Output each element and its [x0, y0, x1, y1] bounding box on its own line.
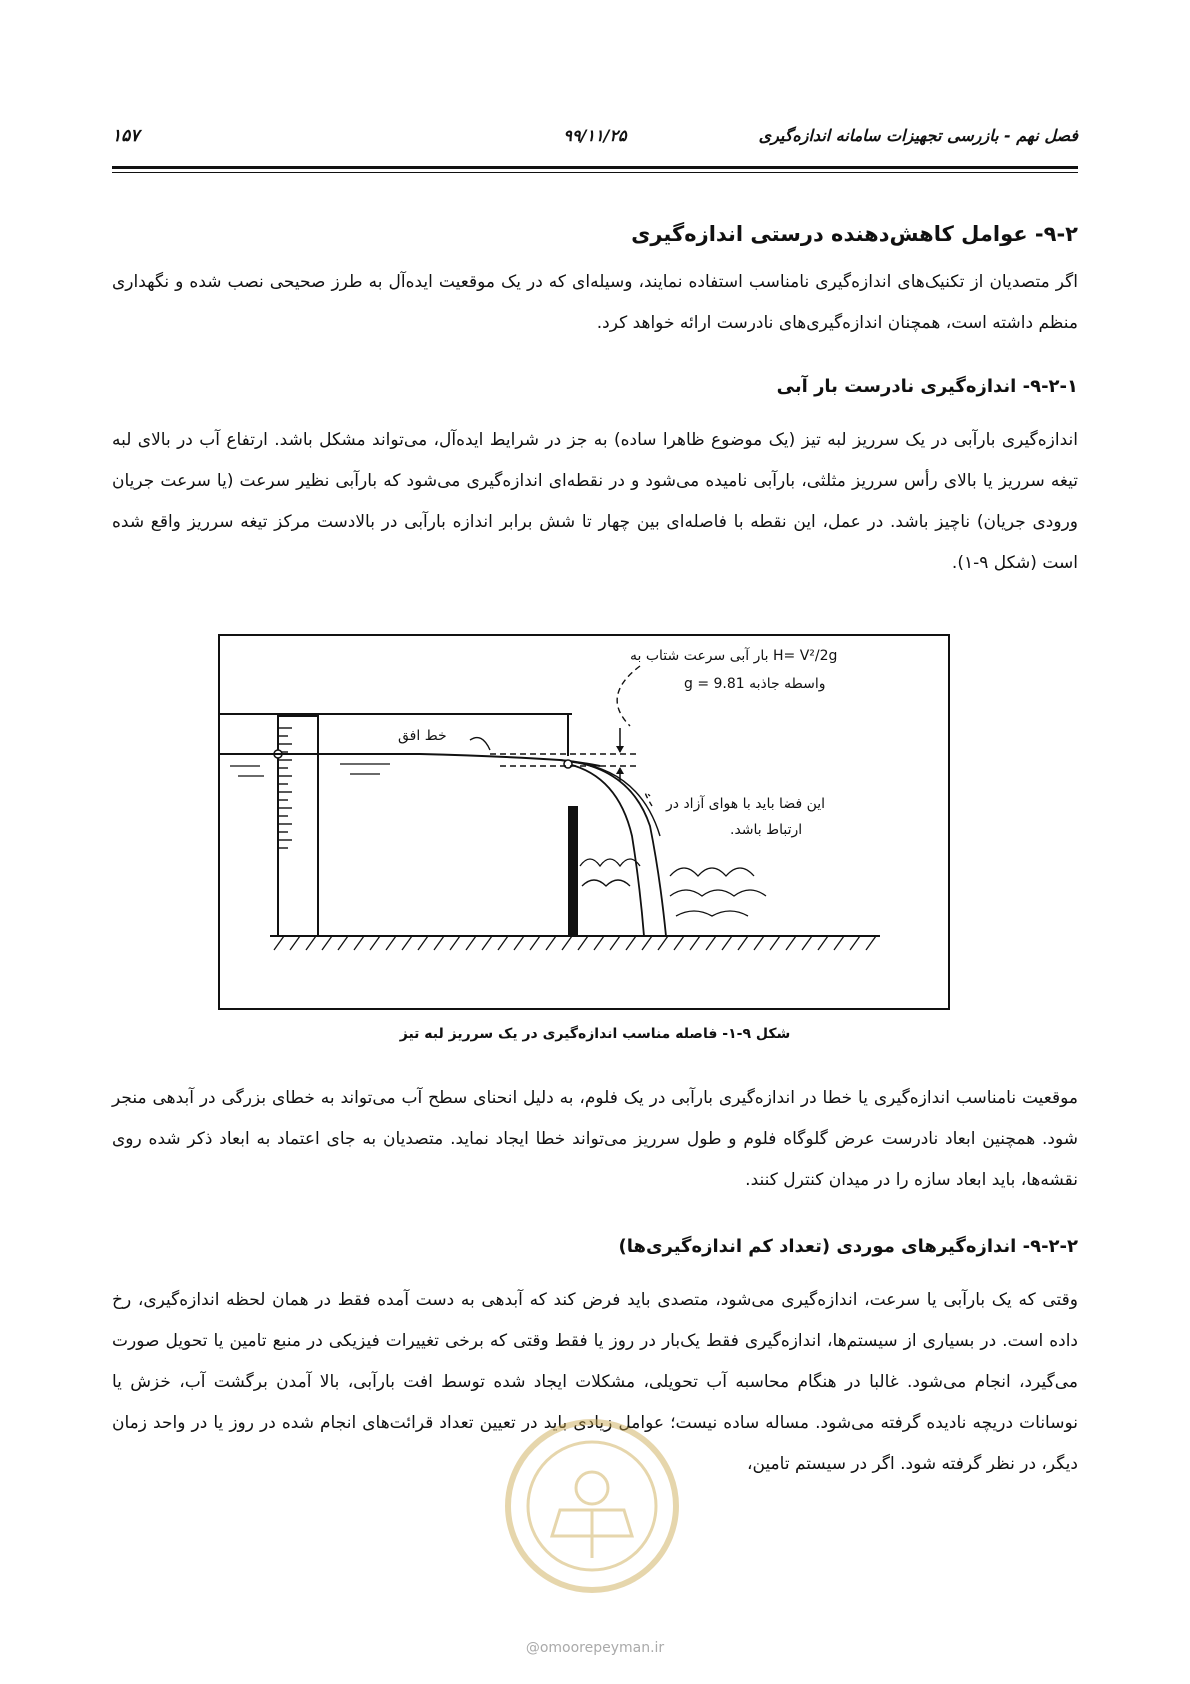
- watermark-url: @omoorepeyman.ir: [525, 1640, 665, 1656]
- paragraph-occasional-measurement: وقتی که یک بارآبی یا سرعت، اندازه‌گیری می‌شود، متصدی باید فرض کند که آبدهی به دست آمده فقط در همان لحظه اندازه‌گیری، رخ داده است. در بسیاری از سیستم‌ها، اندازه‌گیری فقط یک‌بار در روز یا فقط وقتی که برخی تغییرات فیزیکی در منبع تامین یا تحویل صورت می‌گیرد، انجام می‌شود. غالبا در هنگام محاسبه آب تحویلی، مشکلات ایجاد شده توسط افت بارآبی، بالا آمدن برگشت آب، خزش یا نوسانات دریچه نادیده گرفته می‌شود. مساله ساده نیست؛ عوامل زیادی باید در تعیین تعداد قرائت‌های انجام شده در روز یا در واحد زمان دیگر، در نظر گرفته شود. اگر در سیستم تامین،: [112, 1290, 1078, 1474]
- section-heading-main: ۹-۲- عوامل کاهش‌دهنده درستی اندازه‌گیری: [631, 222, 1078, 246]
- label-horizon: خط افق: [398, 728, 447, 744]
- header-rule-thick: [112, 166, 1078, 169]
- label-air-line1: این فضا باید با هوای آزاد در: [666, 796, 826, 812]
- header-date: ۹۹/۱۱/۲۵: [563, 126, 627, 145]
- section-heading-9-2-1: ۹-۲-۱- اندازه‌گیری نادرست بار آبی: [776, 376, 1078, 397]
- intro-paragraph: اگر متصدیان از تکنیک‌های اندازه‌گیری نامناسب استفاده نمایند، وسیله‌ای که در یک موقعیت ایده‌آل به طرز صحیحی نصب شده و نگهداری منظم داشته است، همچنان اندازه‌گیری‌های نادرست ارائه خواهد کرد.: [112, 272, 1078, 333]
- paragraph-flume-error: موقعیت نامناسب اندازه‌گیری یا خطا در اندازه‌گیری بارآبی در یک فلوم، به دلیل انحنای سطح آب می‌تواند به خطای بزرگی در آبدهی منجر شود. همچنین ابعاد نادرست عرض گلوگاه فلوم و طول سرریز می‌تواند خطا ایجاد نماید. متصدیان به جای اعتماد به ابعاد ذکر شده روی نقشه‌ها، باید ابعاد سازه را در میدان کنترل کنند.: [112, 1088, 1078, 1190]
- weir-diagram: [220, 636, 948, 1008]
- chapter-title: فصل نهم - بازرسی تجهیزات سامانه اندازه‌گیری: [758, 126, 1078, 145]
- weir-figure: [218, 634, 950, 1010]
- label-gravity: واسطه جاذبه g = 9.81: [684, 676, 826, 692]
- label-velocity-head: H= V²/2g بار آبی سرعت شتاب به: [630, 648, 838, 664]
- figure-caption: شکل ۹-۱- فاصله مناسب اندازه‌گیری در یک سرریز لبه تیز: [399, 1026, 791, 1042]
- header-rule-thin: [112, 172, 1078, 173]
- page-number: ۱۵۷: [112, 126, 140, 146]
- paragraph-head-measurement: اندازه‌گیری بارآبی در یک سرریز لبه تیز (یک موضوع ظاهرا ساده) به جز در شرایط ایده‌آل، می‌تواند مشکل باشد. ارتفاع آب در بالای لبه تیغه سرریز یا بالای رأس سرریز مثلثی، بارآبی نامیده می‌شود و در نقطه‌ای اندازه‌گیری می‌شود که بارآبی نظیر سرعت (یا سرعت جریان ورودی جریان) ناچیز باشد. در عمل، این نقطه با فاصله‌ای بین چهار تا شش برابر اندازه بارآبی در بالادست مرکز تیغه سرریز واقع شده است (شکل ۹-۱).: [112, 430, 1078, 573]
- page-header: [112, 126, 1078, 156]
- label-air-line2: ارتباط باشد.: [730, 822, 803, 838]
- section-heading-9-2-2: ۹-۲-۲- اندازه‌گیرهای موردی (تعداد کم اندازه‌گیری‌ها): [618, 1236, 1078, 1257]
- seal-logo-icon: [504, 1418, 680, 1594]
